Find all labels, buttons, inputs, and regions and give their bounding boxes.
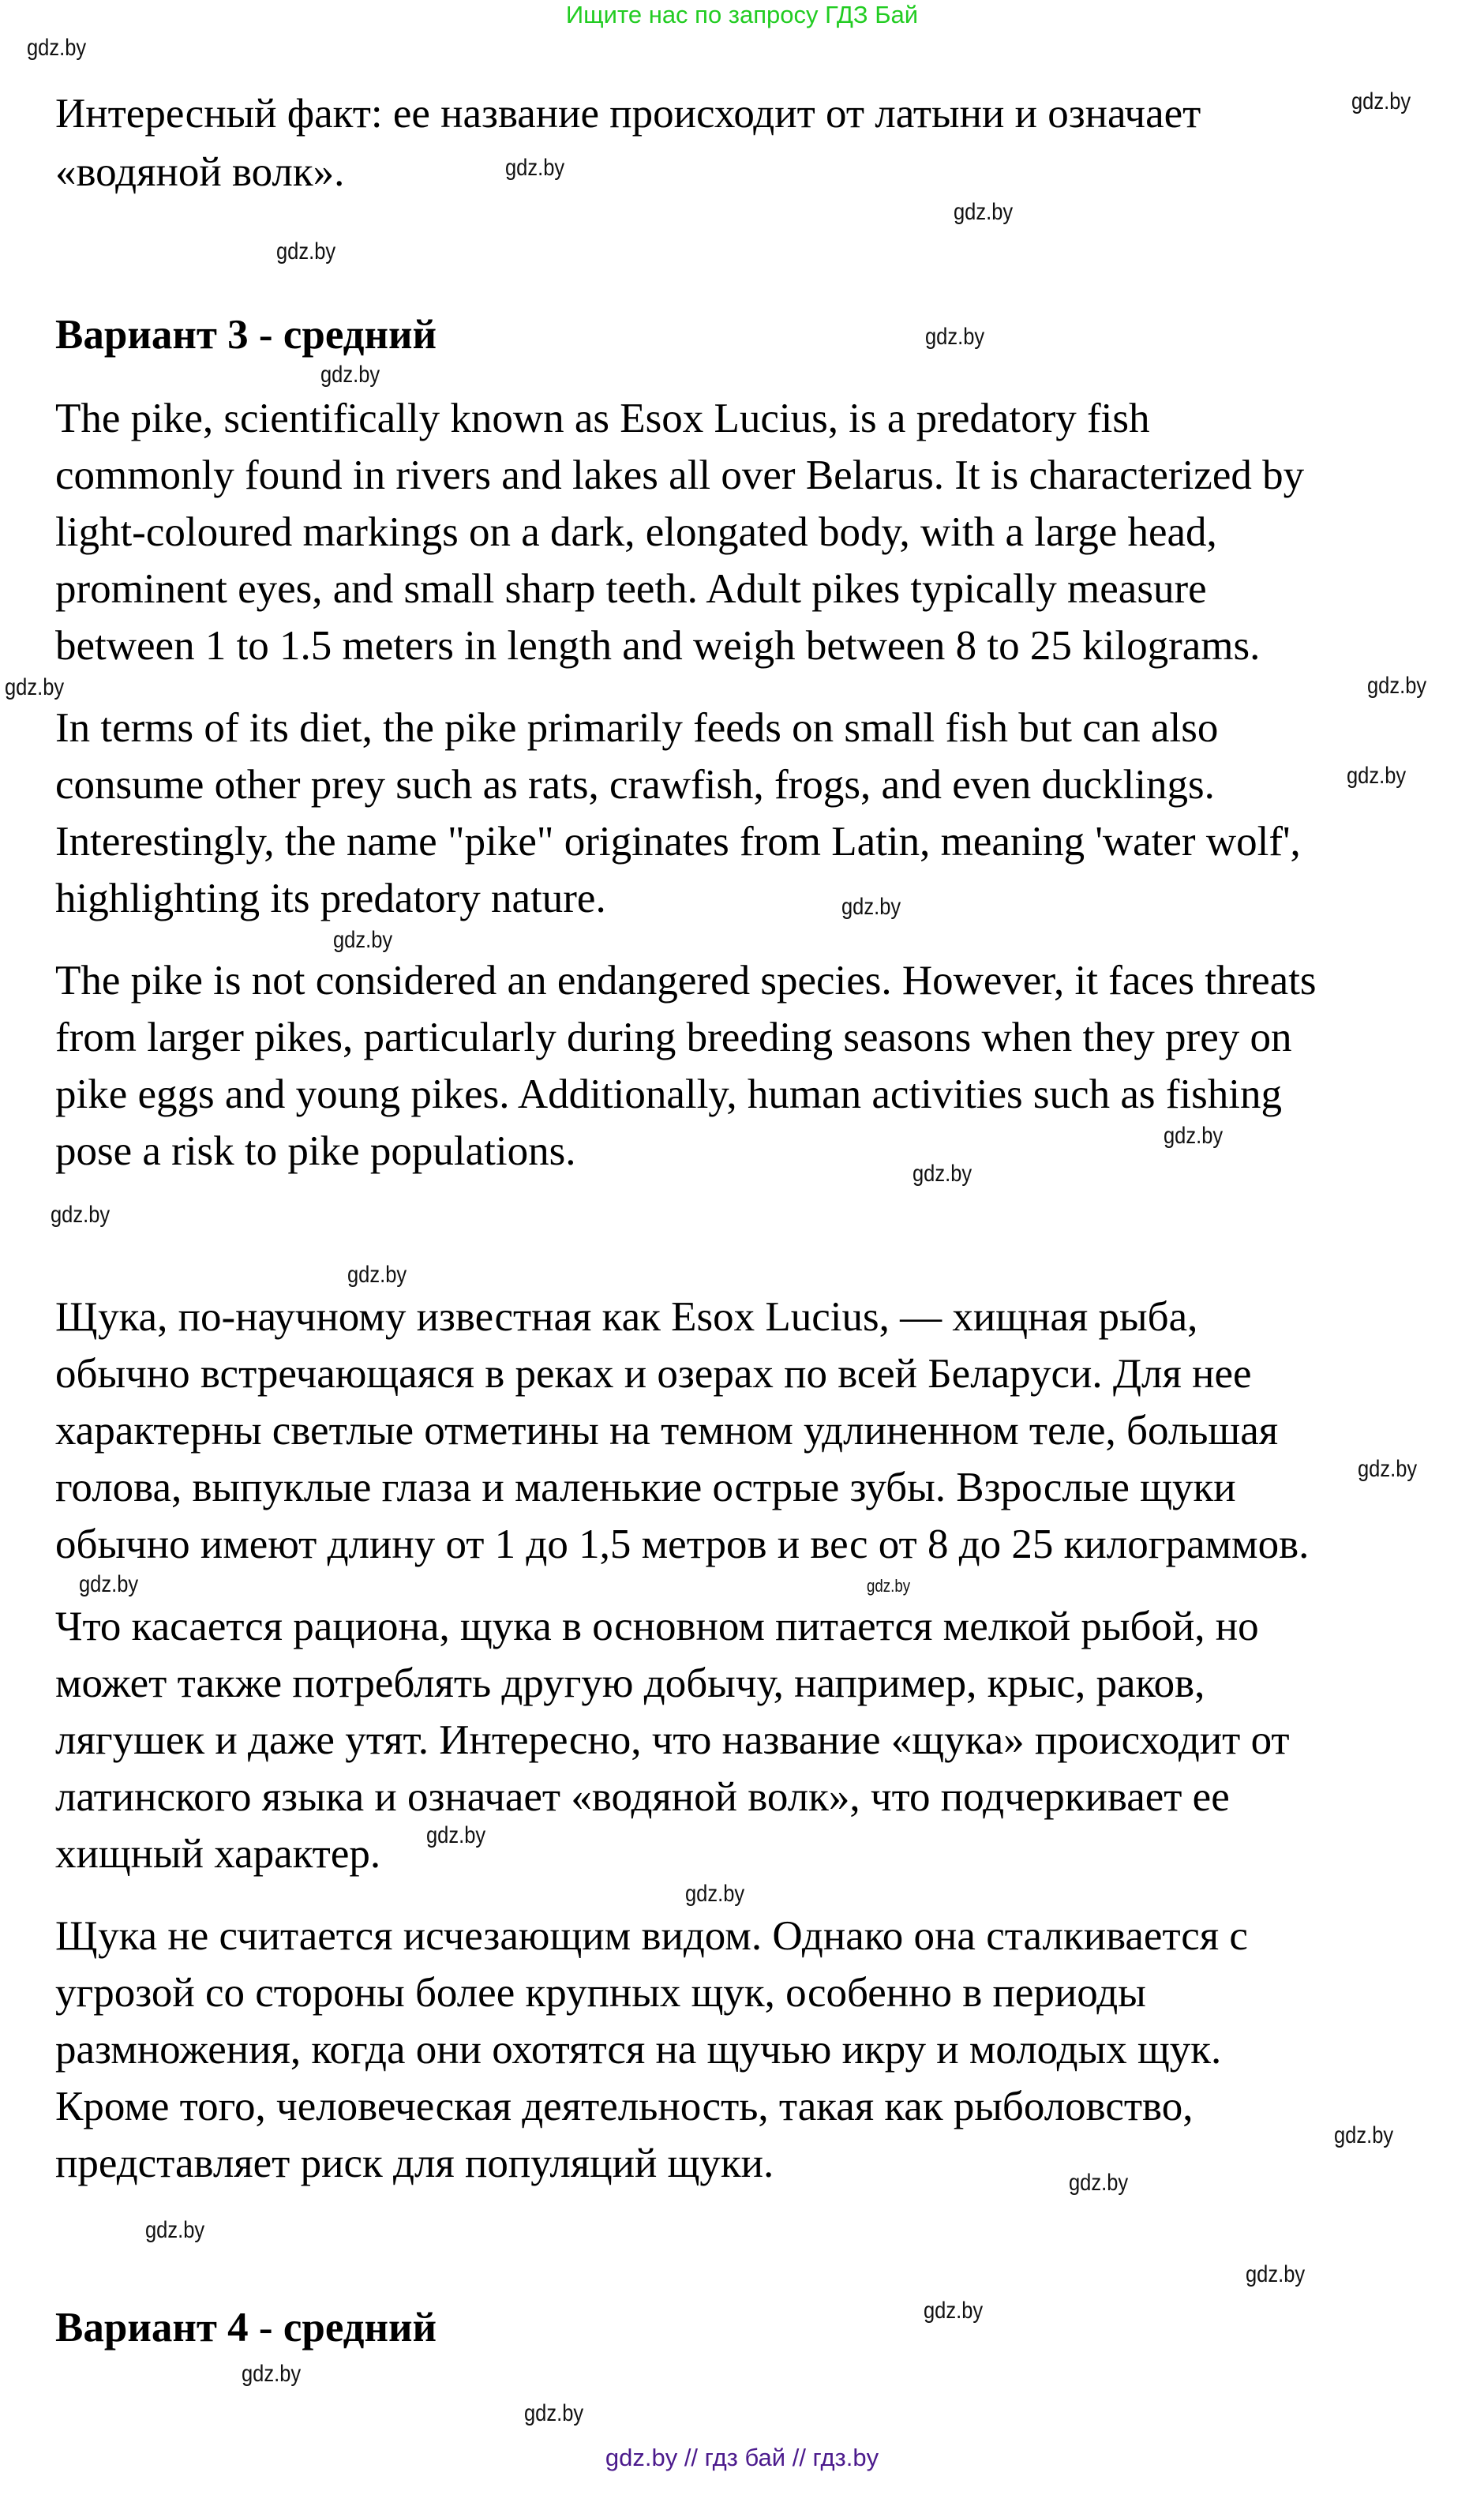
text-line: prominent eyes, and small sharp teeth. Adult pikes typically measure — [55, 566, 1207, 612]
watermark-text: gdz.by — [242, 2361, 302, 2387]
text-line: размножения, когда они охотятся на щучью икру и молодых щук. — [55, 2027, 1222, 2073]
text-line: обычно имеют длину от 1 до 1,5 метров и вес от 8 до 25 килограммов. — [55, 1521, 1310, 1567]
text-line: Интересный факт: ее название происходит от латыни и означает — [55, 91, 1201, 137]
text-line: commonly found in rivers and lakes all over Belarus. It is characterized by — [55, 452, 1305, 498]
watermark-text: gdz.by — [924, 2298, 984, 2324]
watermark-text: gdz.by — [1334, 2122, 1394, 2148]
text-line: может также потреблять другую добычу, например, крыс, раков, — [55, 1660, 1205, 1706]
text-line: Щука, по-научному известная как Esox Lucius, — хищная рыба, — [55, 1294, 1198, 1340]
search-hint-link[interactable]: Ищите нас по запросу ГДЗ Бай — [565, 1, 919, 28]
text-line: Щука не считается исчезающим видом. Однако она сталкивается с — [55, 1913, 1248, 1959]
text-line: угрозой со стороны более крупных щук, особенно в периоды — [55, 1970, 1146, 2016]
text-line: Что касается рациона, щука в основном питается мелкой рыбой, но — [55, 1604, 1259, 1649]
watermark-text: gdz.by — [925, 324, 985, 350]
text-line: голова, выпуклые глаза и маленькие острые зубы. Взрослые щуки — [55, 1465, 1236, 1510]
text-line: consume other prey such as rats, crawfish, frogs, and even ducklings. — [55, 762, 1215, 808]
watermark-text: gdz.by — [867, 1576, 911, 1596]
text-line: from larger pikes, particularly during breeding seasons when they prey on — [55, 1015, 1292, 1060]
watermark-text: gdz.by — [5, 674, 65, 700]
text-line: «водяной волк». — [55, 149, 345, 195]
watermark-text: gdz.by — [320, 362, 380, 388]
watermark-text: gdz.by — [51, 1202, 111, 1228]
watermark-text: gdz.by — [841, 894, 901, 920]
watermark-text: gdz.by — [954, 199, 1014, 225]
text-line: Interestingly, the name "pike" originates from Latin, meaning 'water wolf', — [55, 819, 1301, 865]
text-line: характерны светлые отметины на темном удлиненном теле, большая — [55, 1408, 1279, 1454]
watermark-text: gdz.by — [1246, 2261, 1306, 2287]
watermark-text: gdz.by — [426, 1822, 486, 1848]
watermark-text: gdz.by — [524, 2400, 584, 2426]
text-line: обычно встречающаяся в реках и озерах по всей Беларуси. Для нее — [55, 1351, 1252, 1397]
text-line: Кроме того, человеческая деятельность, такая как рыболовство, — [55, 2084, 1194, 2129]
text-line: лягушек и даже утят. Интересно, что название «щука» происходит от — [55, 1717, 1290, 1763]
watermark-text: gdz.by — [333, 927, 393, 953]
watermark-text: gdz.by — [1347, 763, 1407, 789]
text-line: The pike, scientifically known as Esox Lucius, is a predatory fish — [55, 396, 1150, 441]
text-line: представляет риск для популяций щуки. — [55, 2140, 774, 2186]
text-line: light-coloured markings on a dark, elongated body, with a large head, — [55, 509, 1217, 555]
watermark-text: gdz.by — [505, 155, 565, 181]
watermark-text: gdz.by — [79, 1571, 139, 1597]
watermark-text: gdz.by — [27, 35, 87, 61]
heading-text: Вариант 3 - средний — [55, 312, 437, 358]
watermark-text: gdz.by — [685, 1881, 745, 1907]
watermark-text: gdz.by — [1164, 1123, 1224, 1149]
watermark-text: gdz.by — [1069, 2170, 1129, 2196]
text-line: pose a risk to pike populations. — [55, 1128, 576, 1174]
text-line: The pike is not considered an endangered species. However, it faces threats — [55, 958, 1317, 1004]
text-line: pike eggs and young pikes. Additionally, human activities such as fishing — [55, 1071, 1282, 1117]
watermark-text: gdz.by — [276, 238, 336, 265]
text-line: латинского языка и означает «водяной волк», что подчеркивает ее — [55, 1774, 1230, 1820]
footer-links[interactable]: gdz.by // гдз бай // гдз.by — [605, 2444, 879, 2471]
watermark-text: gdz.by — [913, 1161, 972, 1187]
text-line: хищный характер. — [55, 1831, 381, 1877]
text-line: highlighting its predatory nature. — [55, 876, 606, 921]
watermark-text: gdz.by — [1367, 673, 1427, 699]
watermark-text: gdz.by — [145, 2217, 205, 2243]
watermark-text: gdz.by — [347, 1262, 407, 1288]
text-line: In terms of its diet, the pike primarily feeds on small fish but can also — [55, 705, 1219, 751]
text-line: between 1 to 1.5 meters in length and weigh between 8 to 25 kilograms. — [55, 623, 1261, 669]
watermark-text: gdz.by — [1351, 88, 1411, 114]
watermark-text: gdz.by — [1358, 1456, 1418, 1482]
heading-text: Вариант 4 - средний — [55, 2305, 437, 2351]
